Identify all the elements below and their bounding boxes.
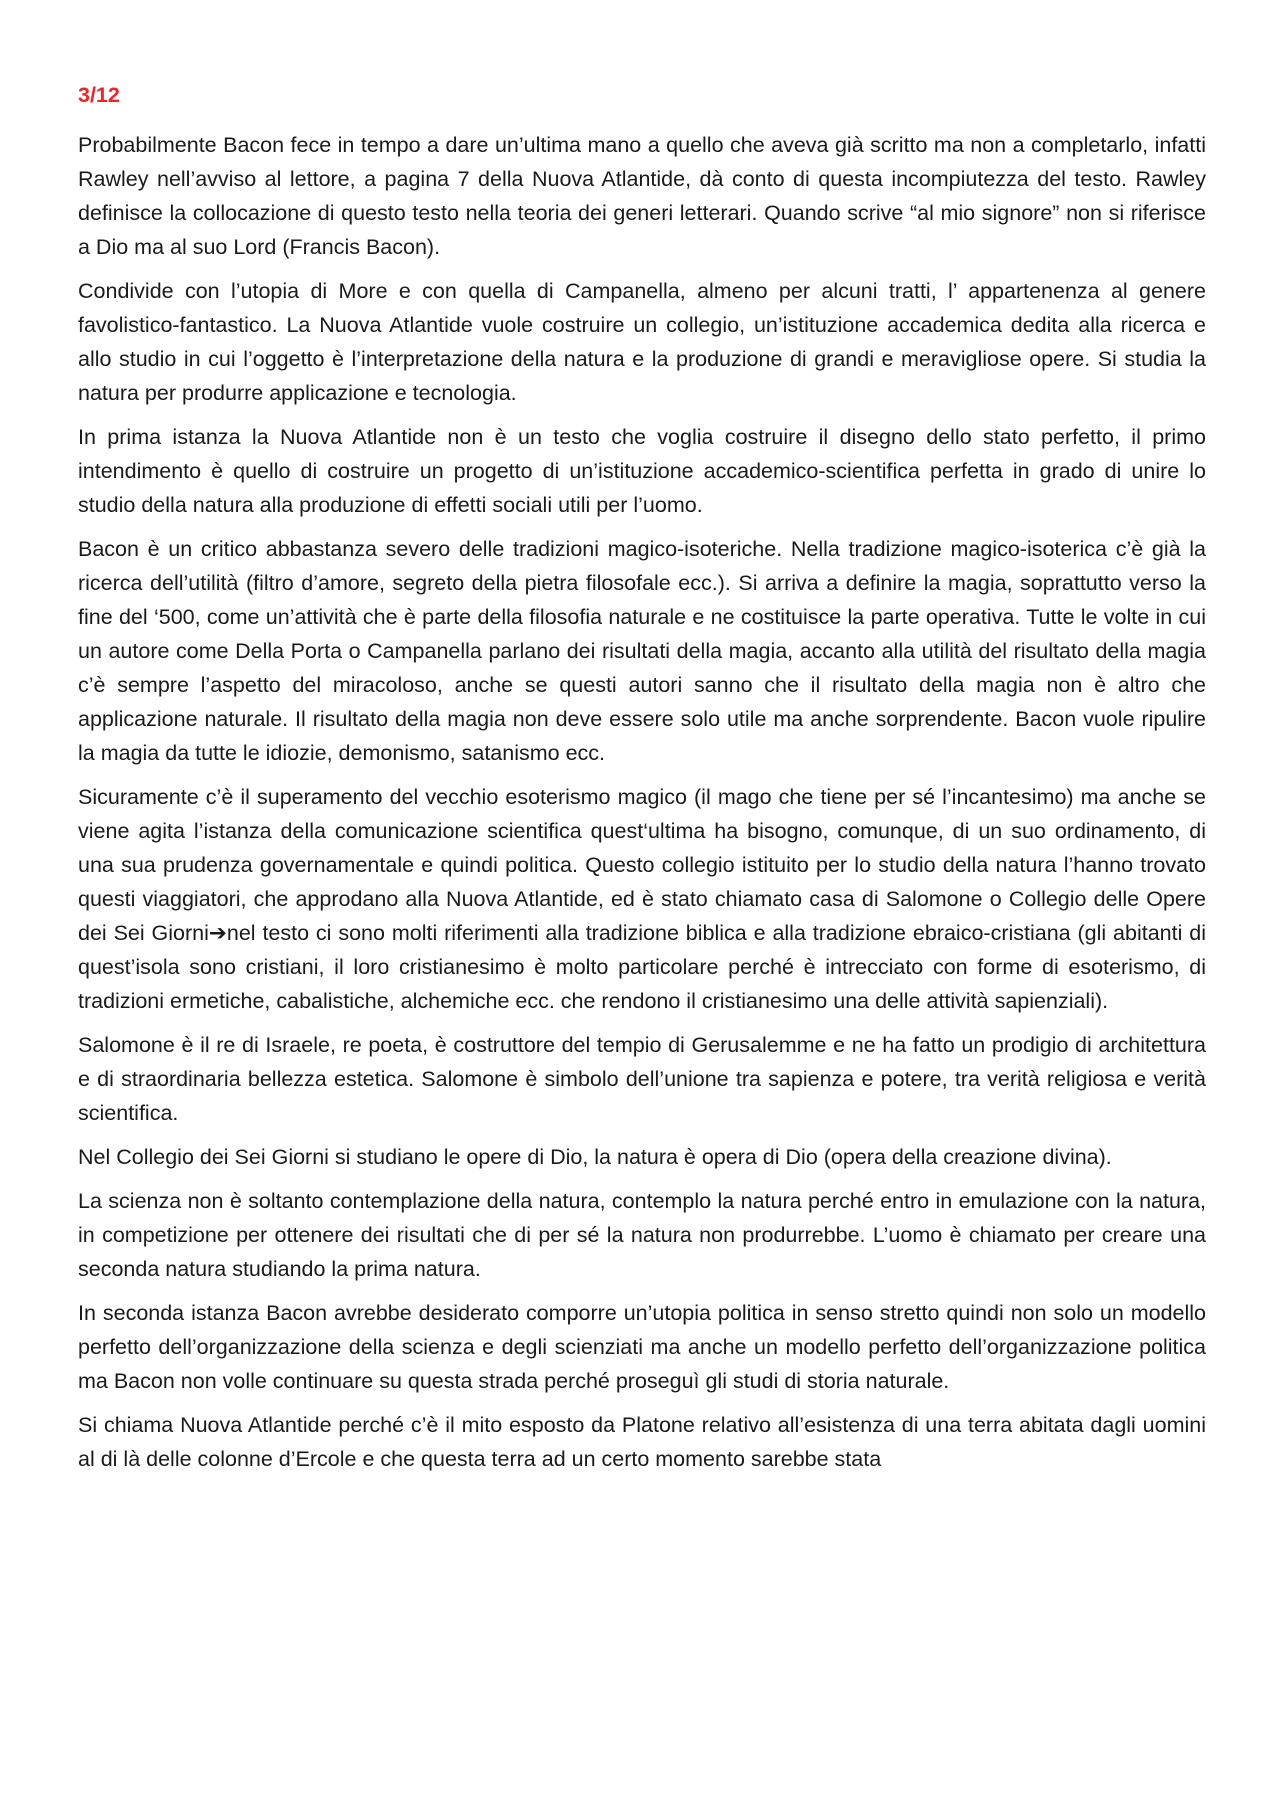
document-page (78, 78, 1206, 1476)
page-date: 3/12 (78, 83, 120, 107)
paragraph-8: La scienza non è soltanto contemplazione della natura, contemplo la natura perché entro in emulazione con la natura, in competizione per ottenere dei risultati che di per sé la natura non produrrebbe. L’uomo è chiamato per creare una seconda natura studiando la prima natura. (78, 1189, 1206, 1281)
paragraph-7: Nel Collegio dei Sei Giorni si studiano le opere di Dio, la natura è opera di Dio (opera della creazione divina). (78, 1145, 1112, 1169)
paragraph-6: Salomone è il re di Israele, re poeta, è costruttore del tempio di Gerusalemme e ne ha fatto un prodigio di architettura e di straordinaria bellezza estetica. Salomone è simbolo dell’unione tra sapienza e potere, tra verità religiosa e verità scientifica. (78, 1033, 1206, 1125)
paragraph-1: Probabilmente Bacon fece in tempo a dare un’ultima mano a quello che aveva già scritto ma non a completarlo, infatti Rawley nell’avviso al lettore, a pagina 7 della Nuova Atlantide, dà conto di questa incompiutezza del testo. Rawley definisce la collocazione di questo testo nella teoria dei generi letterari. Quando scrive “al mio signore” non si riferisce a Dio ma al suo Lord (Francis Bacon). (78, 133, 1206, 259)
paragraph-3: In prima istanza la Nuova Atlantide non è un testo che voglia costruire il disegno dello stato perfetto, il primo intendimento è quello di costruire un progetto di un’istituzione accademico-scientifica perfetta in grado di unire lo studio della natura alla produzione di effetti sociali utili per l’uomo. (78, 425, 1206, 517)
paragraph-5: Sicuramente c’è il superamento del vecchio esoterismo magico (il mago che tiene per sé l’incantesimo) ma anche se viene agita l’istanza della comunicazione scientifica quest‘ultima ha bisogno, comunque, di un suo ordinamento, di una sua prudenza governamentale e quindi politica. Questo collegio istituito per lo studio della natura l’hanno trovato questi viaggiatori, che approdano alla Nuova Atlantide, ed è stato chiamato casa di Salomone o Collegio delle Opere dei Sei Giorni➔nel testo ci sono molti riferimenti alla tradizione biblica e alla tradizione ebraico-cristiana (gli abitanti di quest’isola sono cristiani, il loro cristianesimo è molto particolare perché è intrecciato con forme di esoterismo, di tradizioni ermetiche, cabalistiche, alchemiche ecc. che rendono il cristianesimo una delle attività sapienziali). (78, 785, 1206, 1013)
paragraph-10: Si chiama Nuova Atlantide perché c’è il mito esposto da Platone relativo all’esistenza di una terra abitata dagli uomini al di là delle colonne d’Ercole e che questa terra ad un certo momento sarebbe stata (78, 1413, 1206, 1471)
paragraph-2: Condivide con l’utopia di More e con quella di Campanella, almeno per alcuni tratti, l’ appartenenza al genere favolistico-fantastico. La Nuova Atlantide vuole costruire un collegio, un’istituzione accademica dedita alla ricerca e allo studio in cui l’oggetto è l’interpretazione della natura e la produzione di grandi e meravigliose opere. Si studia la natura per produrre applicazione e tecnologia. (78, 279, 1206, 405)
paragraph-4: Bacon è un critico abbastanza severo delle tradizioni magico-isoteriche. Nella tradizione magico-isoterica c’è già la ricerca dell’utilità (filtro d’amore, segreto della pietra filosofale ecc.). Si arriva a definire la magia, soprattutto verso la fine del ‘500, come un’attività che è parte della filosofia naturale e ne costituisce la parte operativa. Tutte le volte in cui un autore come Della Porta o Campanella parlano dei risultati della magia, accanto alla utilità del risultato della magia c’è sempre l’aspetto del miracoloso, anche se questi autori sanno che il risultato della magia non è altro che applicazione naturale. Il risultato della magia non deve essere solo utile ma anche sorprendente. Bacon vuole ripulire la magia da tutte le idiozie, demonismo, satanismo ecc. (78, 537, 1206, 765)
paragraph-9: In seconda istanza Bacon avrebbe desiderato comporre un’utopia politica in senso stretto quindi non solo un modello perfetto dell’organizzazione della scienza e degli scienziati ma anche un modello perfetto dell’organizzazione politica ma Bacon non volle continuare su questa strada perché proseguì gli studi di storia naturale. (78, 1301, 1206, 1393)
